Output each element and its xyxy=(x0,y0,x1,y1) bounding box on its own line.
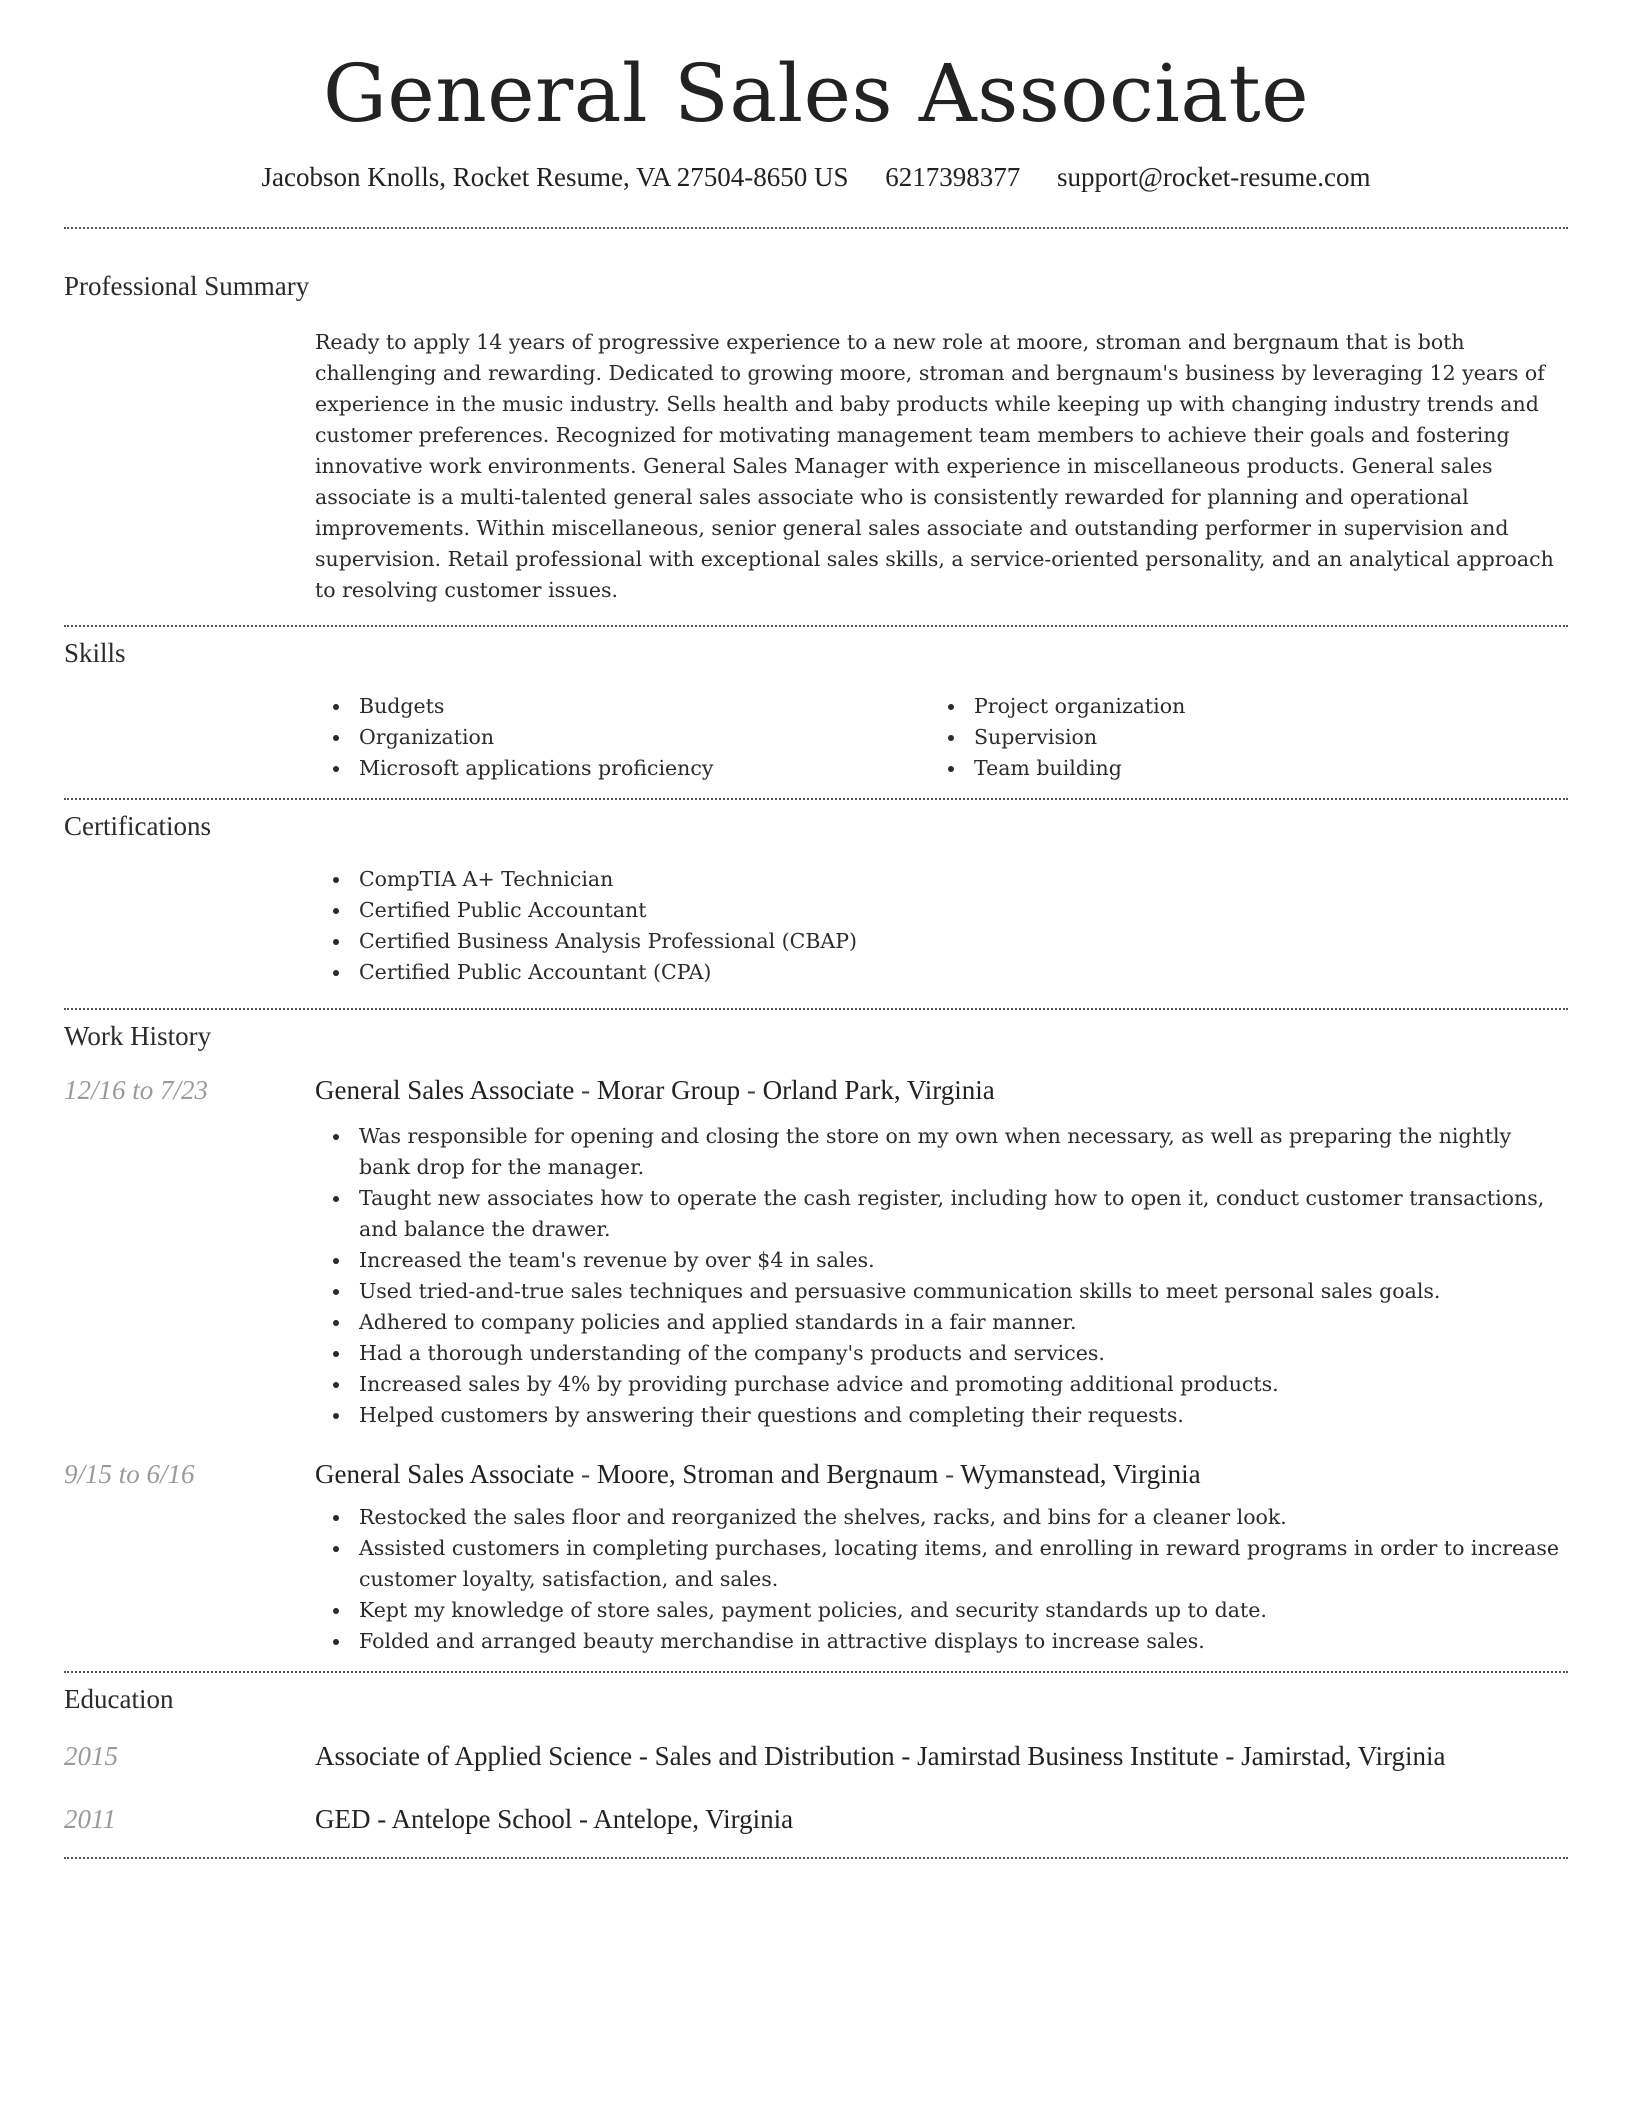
skills-list-left xyxy=(315,691,930,784)
list-item: Budgets xyxy=(315,691,930,722)
list-item: Supervision xyxy=(930,722,1545,753)
list-item: Certified Business Analysis Professional (CBAP) xyxy=(315,926,1568,957)
job-heading: General Sales Associate - Moore, Stroman and Bergnaum - Wymanstead, Virginia xyxy=(315,1459,1201,1489)
job-location: Wymanstead, Virginia xyxy=(960,1459,1201,1489)
education-section xyxy=(64,1684,1568,1835)
list-item: Organization xyxy=(315,722,930,753)
job-entry xyxy=(64,1459,1568,1657)
divider xyxy=(64,1008,1568,1010)
certifications-section xyxy=(64,811,1568,988)
divider xyxy=(64,1671,1568,1673)
job-dates: 9/15 to 6/16 xyxy=(64,1459,195,1489)
education-heading-line: GED - Antelope School - Antelope, Virginia xyxy=(315,1804,794,1834)
job-title: General Sales Associate xyxy=(315,1075,575,1105)
summary-text: Ready to apply 14 years of progressive experience to a new role at moore, stroman and bergnaum that is both challenging and rewarding. Dedicated to growing moore, stroman and bergnaum's business by leveraging 12 years of experience in the music industry. Sells health and baby products while keeping up with changing industry trends and customer preferences. Recognized for motivating management team members to achieve their goals and fostering innovative work environments. General Sales Manager with experience in miscellaneous products. General sales associate is a multi-talented general sales associate who is consistently rewarded for planning and operational improvements. Within miscellaneous, senior general sales associate and outstanding performer in supervision and supervision. Retail professional with exceptional sales skills, a service-oriented personality, and an analytical approach to resolving customer issues. xyxy=(315,330,1554,602)
work-section xyxy=(64,1021,1568,1657)
contact-address: Jacobson Knolls, Rocket Resume, VA 27504-8650 US xyxy=(261,162,849,192)
list-item: Used tried-and-true sales techniques and persuasive communication skills to meet personal sales goals. xyxy=(315,1276,1568,1307)
education-school: Jamirstad Business Institute xyxy=(917,1741,1219,1771)
education-degree: Associate of Applied Science - Sales and Distribution xyxy=(315,1741,895,1771)
list-item: Certified Public Accountant xyxy=(315,895,1568,926)
job-bullets xyxy=(315,1121,1568,1431)
divider xyxy=(64,625,1568,627)
job-company: Moore, Stroman and Bergnaum xyxy=(596,1459,939,1489)
divider xyxy=(64,1857,1568,1859)
list-item: Team building xyxy=(930,753,1545,784)
education-year: 2015 xyxy=(64,1741,118,1771)
education-year: 2011 xyxy=(64,1804,116,1834)
job-dates: 12/16 to 7/23 xyxy=(64,1075,209,1105)
job-entry xyxy=(64,1075,1568,1431)
list-item: Adhered to company policies and applied standards in a fair manner. xyxy=(315,1307,1568,1338)
education-degree: GED xyxy=(315,1804,371,1834)
education-heading: Education xyxy=(64,1684,174,1714)
education-entry xyxy=(64,1804,1568,1835)
job-location: Orland Park, Virginia xyxy=(762,1075,995,1105)
job-heading: General Sales Associate - Morar Group - Orland Park, Virginia xyxy=(315,1075,995,1105)
list-item: Microsoft applications proficiency xyxy=(315,753,930,784)
list-item: Project organization xyxy=(930,691,1545,722)
list-item: Assisted customers in completing purchases, locating items, and enrolling in reward programs in order to increase customer loyalty, satisfaction, and sales. xyxy=(315,1533,1568,1595)
list-item: Kept my knowledge of store sales, payment policies, and security standards up to date. xyxy=(315,1595,1568,1626)
work-heading: Work History xyxy=(64,1021,212,1051)
job-bullets xyxy=(315,1502,1568,1657)
list-item: Had a thorough understanding of the company's products and services. xyxy=(315,1338,1568,1369)
list-item: Certified Public Accountant (CPA) xyxy=(315,957,1568,988)
list-item: Increased the team's revenue by over $4 in sales. xyxy=(315,1245,1568,1276)
list-item: Restocked the sales floor and reorganized the shelves, racks, and bins for a cleaner look. xyxy=(315,1502,1568,1533)
job-company: Morar Group xyxy=(596,1075,741,1105)
list-item: CompTIA A+ Technician xyxy=(315,864,1568,895)
list-item: Increased sales by 4% by providing purchase advice and promoting additional products. xyxy=(315,1369,1568,1400)
skills-list-right xyxy=(930,691,1545,784)
education-location: Antelope, Virginia xyxy=(593,1804,794,1834)
list-item: Taught new associates how to operate the cash register, including how to open it, conduct customer transactions, and balance the drawer. xyxy=(315,1183,1568,1245)
education-location: Jamirstad, Virginia xyxy=(1241,1741,1446,1771)
resume-page xyxy=(64,0,1568,1859)
skills-heading: Skills xyxy=(64,638,126,668)
certifications-heading: Certifications xyxy=(64,811,211,841)
summary-heading: Professional Summary xyxy=(64,271,310,301)
summary-section xyxy=(64,271,1568,606)
skills-columns xyxy=(315,691,1568,784)
certifications-list xyxy=(315,864,1568,988)
education-school: Antelope School xyxy=(391,1804,573,1834)
education-heading-line: Associate of Applied Science - Sales and Distribution - Jamirstad Business Institute - Jamirstad, Virginia xyxy=(315,1741,1446,1771)
job-title: General Sales Associate xyxy=(315,1459,575,1489)
divider xyxy=(64,798,1568,800)
contact-phone: 6217398377 xyxy=(885,162,1021,192)
divider xyxy=(64,227,1568,229)
contact-line xyxy=(64,162,1568,193)
contact-email[interactable]: support@rocket-resume.com xyxy=(1056,162,1371,192)
skills-section xyxy=(64,638,1568,784)
education-entry xyxy=(64,1741,1568,1772)
list-item: Helped customers by answering their questions and completing their requests. xyxy=(315,1400,1568,1431)
list-item: Was responsible for opening and closing the store on my own when necessary, as well as preparing the nightly bank drop for the manager. xyxy=(315,1121,1568,1183)
list-item: Folded and arranged beauty merchandise in attractive displays to increase sales. xyxy=(315,1626,1568,1657)
resume-title: General Sales Associate xyxy=(322,47,1310,140)
